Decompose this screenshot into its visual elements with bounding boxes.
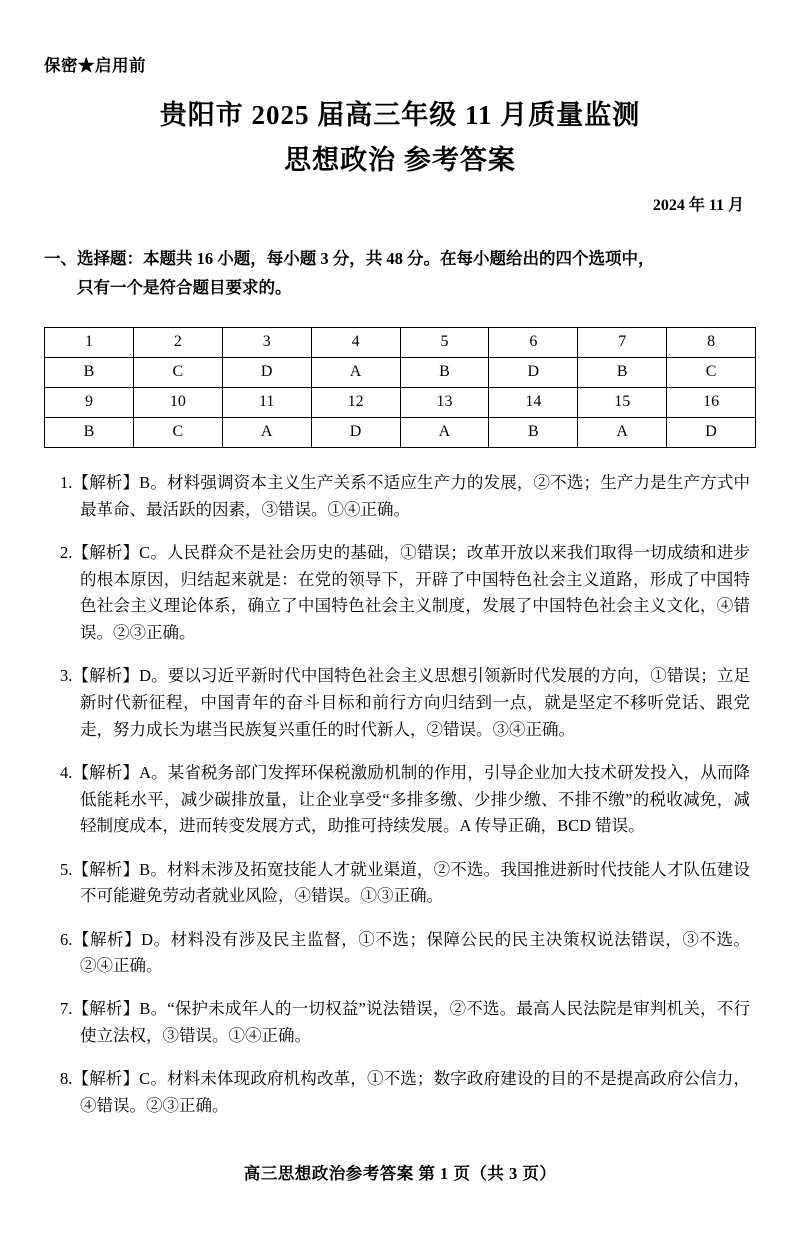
explanations-list bbox=[44, 470, 756, 1120]
answer-cell: B bbox=[489, 417, 578, 447]
question-number: 14 bbox=[489, 387, 578, 417]
explanation-number: 3. bbox=[60, 666, 73, 686]
explanation-number: 1. bbox=[60, 472, 73, 492]
explanation-text: 【解析】B。材料强调资本主义生产关系不适应生产力的发展，②不选；生产力是生产方式中最革命、最活跃的因素，③错误。①④正确。 bbox=[72, 472, 750, 519]
answer-cell: A bbox=[222, 417, 311, 447]
question-number: 12 bbox=[311, 387, 400, 417]
explanation-text: 【解析】C。人民群众不是社会历史的基础，①错误；改革开放以来我们取得一切成绩和进步的根本原因，归结起来就是：在党的领导下，开辟了中国特色社会主义道路，形成了中国特色社会主义理论体系，确立了中国特色社会主义制度，发展了中国特色社会主义文化，④错误。②③正确。 bbox=[72, 542, 750, 643]
page-title: 贵阳市 2025 届高三年级 11 月质量监测 bbox=[159, 100, 641, 130]
section-heading-line2: 只有一个是符合题目要求的。 bbox=[77, 278, 292, 298]
question-number: 5 bbox=[400, 327, 489, 357]
answer-cell: D bbox=[222, 357, 311, 387]
question-number: 3 bbox=[222, 327, 311, 357]
answer-cell: C bbox=[133, 417, 222, 447]
list-item bbox=[44, 663, 756, 743]
question-number: 9 bbox=[45, 387, 134, 417]
list-item bbox=[44, 996, 756, 1049]
list-item bbox=[44, 540, 756, 647]
explanation-number: 5. bbox=[60, 859, 73, 879]
explanation-number: 2. bbox=[60, 542, 73, 562]
table-row bbox=[45, 357, 756, 387]
list-item bbox=[44, 1066, 756, 1119]
page-footer: 高三思想政治参考答案 第 1 页（共 3 页） bbox=[243, 1164, 557, 1183]
answer-cell: B bbox=[400, 357, 489, 387]
answer-cell: D bbox=[489, 357, 578, 387]
section-heading-line1: 一、选择题：本题共 16 小题，每小题 3 分，共 48 分。在每小题给出的四个选项中， bbox=[44, 249, 655, 269]
list-item bbox=[44, 927, 756, 980]
question-number: 6 bbox=[489, 327, 578, 357]
explanation-number: 4. bbox=[60, 762, 73, 782]
question-number: 16 bbox=[667, 387, 756, 417]
exam-date: 2024 年 11 月 bbox=[652, 197, 744, 215]
table-row bbox=[45, 327, 756, 357]
answer-cell: D bbox=[667, 417, 756, 447]
question-number: 2 bbox=[133, 327, 222, 357]
question-number: 1 bbox=[45, 327, 134, 357]
list-item bbox=[44, 857, 756, 910]
answer-key-table bbox=[44, 327, 756, 448]
explanation-number: 7. bbox=[60, 999, 73, 1019]
table-row bbox=[45, 417, 756, 447]
answer-cell: B bbox=[578, 357, 667, 387]
explanation-text: 【解析】B。材料未涉及拓宽技能人才就业渠道，②不选。我国推进新时代技能人才队伍建设不可能避免劳动者就业风险，④错误。①③正确。 bbox=[72, 859, 750, 906]
answer-cell: B bbox=[45, 417, 134, 447]
secret-label: 保密★启用前 bbox=[44, 56, 146, 75]
explanation-text: 【解析】D。要以习近平新时代中国特色社会主义思想引领新时代发展的方向，①错误；立足新时代新征程，中国青年的奋斗目标和前行方向归结到一点，就是坚定不移听党话、跟党走，努力成长为堪当民族复兴重任的时代新人，②错误。③④正确。 bbox=[72, 666, 750, 739]
explanation-number: 6. bbox=[60, 929, 73, 949]
answer-cell: A bbox=[311, 357, 400, 387]
answer-cell: A bbox=[400, 417, 489, 447]
question-number: 10 bbox=[133, 387, 222, 417]
question-number: 13 bbox=[400, 387, 489, 417]
question-number: 15 bbox=[578, 387, 667, 417]
answer-cell: D bbox=[311, 417, 400, 447]
answer-cell: B bbox=[45, 357, 134, 387]
question-number: 11 bbox=[222, 387, 311, 417]
answer-cell: C bbox=[667, 357, 756, 387]
answer-cell: C bbox=[133, 357, 222, 387]
explanation-number: 8. bbox=[60, 1069, 73, 1089]
list-item bbox=[44, 760, 756, 840]
question-number: 7 bbox=[578, 327, 667, 357]
section-heading bbox=[44, 245, 756, 303]
question-number: 4 bbox=[311, 327, 400, 357]
explanation-text: 【解析】B。“保护未成年人的一切权益”说法错误，②不选。最高人民法院是审判机关，不行使立法权，③错误。①④正确。 bbox=[72, 999, 750, 1046]
page-subtitle: 思想政治 参考答案 bbox=[284, 145, 516, 176]
answer-cell: A bbox=[578, 417, 667, 447]
question-number: 8 bbox=[667, 327, 756, 357]
explanation-text: 【解析】D。材料没有涉及民主监督，①不选；保障公民的民主决策权说法错误，③不选。②④正确。 bbox=[72, 929, 750, 976]
list-item bbox=[44, 470, 756, 523]
table-row bbox=[45, 387, 756, 417]
explanation-text: 【解析】C。材料未体现政府机构改革，①不选；数字政府建设的目的不是提高政府公信力，④错误。②③正确。 bbox=[72, 1069, 750, 1116]
explanation-text: 【解析】A。某省税务部门发挥环保税激励机制的作用，引导企业加大技术研发投入，从而降低能耗水平，减少碳排放量，让企业享受“多排多缴、少排少缴、不排不缴”的税收减免，减轻制度成本，进而转变发展方式，助推可持续发展。A 传导正确，BCD 错误。 bbox=[72, 762, 750, 836]
